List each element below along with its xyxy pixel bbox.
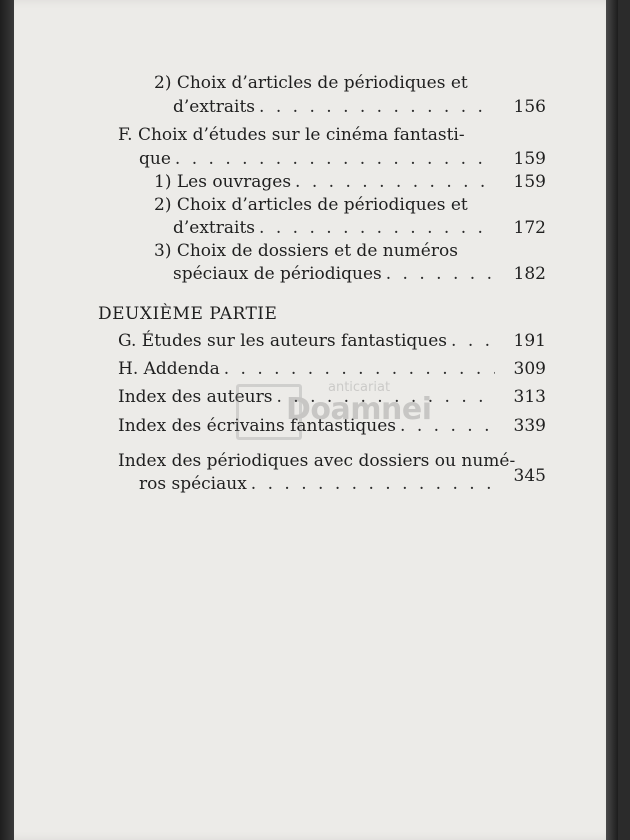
leader-dots [255, 218, 495, 238]
page-number: 182 [513, 264, 546, 284]
toc-entry-text: G. Études sur les auteurs fantastiques [118, 331, 448, 351]
leader-dots [255, 97, 495, 117]
toc-entry-articles-line1: 2) Choix d’articles de périodiques et [154, 73, 468, 93]
leader-dots [220, 359, 495, 379]
watermark-big-text: Doamnei [286, 392, 432, 427]
toc-entry-f2-line1: 2) Choix d’articles de périodiques et [154, 195, 468, 215]
page-number: 191 [513, 331, 546, 351]
toc-entry-text: Index des auteurs [118, 387, 273, 407]
toc-entry-text: ros spéciaux [139, 474, 247, 494]
toc-entry-g [118, 331, 495, 351]
part-heading: DEUXIÈME PARTIE [98, 304, 278, 324]
toc-entry-h [118, 359, 495, 379]
toc-entry-text: spéciaux de périodiques [173, 264, 382, 284]
page-number: 339 [513, 416, 546, 436]
toc-entry-index-periodiques-line1: Index des périodiques avec dossiers ou numé- [118, 451, 516, 471]
toc-entry-articles-line2 [173, 97, 495, 117]
toc-entry-text: Index des écrivains fantastiques [118, 416, 397, 436]
toc-entry-f1 [154, 172, 495, 192]
toc-entry-text: 1) Les ouvrages [154, 172, 292, 192]
watermark-logo [236, 380, 446, 440]
leader-dots [382, 264, 495, 284]
leader-dots [291, 172, 495, 192]
toc-entry-f2-line2 [173, 218, 495, 238]
book-binding-left [0, 0, 14, 840]
toc-entry-f-line1: F. Choix d’études sur le cinéma fantasti- [118, 125, 465, 145]
toc-entry-f3-line1: 3) Choix de dossiers et de numéros [154, 241, 458, 261]
page-number: 159 [513, 172, 546, 192]
leader-dots [247, 474, 495, 494]
page-number: 156 [513, 97, 546, 117]
page-number: 172 [513, 218, 546, 238]
toc-entry-f-line2 [139, 149, 495, 169]
watermark-small-text: anticariat [328, 380, 391, 395]
toc-entry-text: d’extraits [173, 218, 256, 238]
toc-entry-text: d’extraits [173, 97, 256, 117]
leader-dots [447, 331, 495, 351]
page-number: 345 [513, 466, 546, 486]
page-number: 159 [513, 149, 546, 169]
toc-entry-text: que [139, 149, 171, 169]
toc-entry-index-periodiques-line2 [139, 474, 495, 494]
toc-entry-text: H. Addenda [118, 359, 220, 379]
book-page-edge-right [606, 0, 618, 840]
leader-dots [171, 149, 495, 169]
table-of-contents [14, 0, 618, 840]
page-number: 313 [513, 387, 546, 407]
page-number: 309 [513, 359, 546, 379]
toc-entry-f3-line2 [173, 264, 495, 284]
book-page [14, 0, 618, 840]
